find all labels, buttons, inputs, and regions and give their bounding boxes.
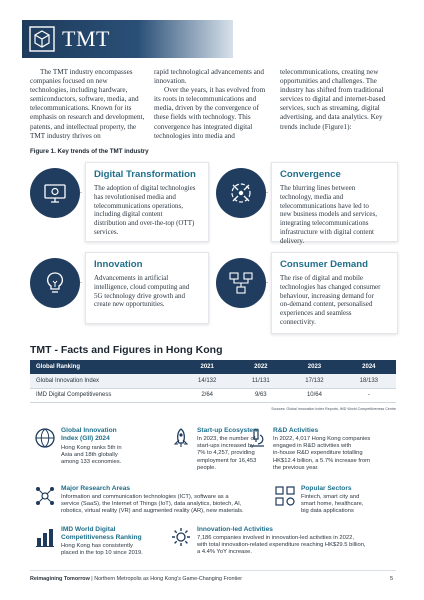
column-header: 2023 <box>287 360 341 374</box>
intro-paragraph: rapid technological advancements and innovation. <box>154 68 264 86</box>
fact-title <box>197 526 273 534</box>
table-cell: 14/132 <box>180 374 234 388</box>
trend-title: Digital Transformation <box>94 169 196 180</box>
fact-body-line: among 133 economies. <box>61 459 122 466</box>
table-cell: 10/64 <box>287 388 341 402</box>
consumer-network-icon <box>216 258 266 308</box>
table-cell: - <box>342 388 396 402</box>
trend-card-convergence <box>271 162 398 245</box>
fact-title <box>61 427 117 443</box>
innovation-gear-icon <box>170 526 192 548</box>
table-row <box>30 374 396 388</box>
table-row <box>30 388 396 402</box>
fact-title-line: Global Innovation <box>61 427 117 434</box>
fact-popular-sectors <box>274 485 396 519</box>
table-cell: 18/133 <box>342 374 396 388</box>
fact-body <box>273 436 370 472</box>
trend-text: The adoption of digital technologies has revolutionised media and telecommunications operations, including digital content distribution and over-the-top (OTT) services. <box>94 184 196 236</box>
table-header-row <box>30 360 396 374</box>
fact-body <box>61 494 244 516</box>
intro-paragraph: The TMT industry encompasses companies focused on new technologies, including hardware, semiconductors, software, media, and telecommunications. Known for its emphasis on research and development, patents, and intellectual property, the TMT industry thrives on <box>30 68 145 140</box>
fact-title <box>61 526 142 542</box>
intro-paragraph: Over the years, it has evolved from its roots in telecommunications and media, driven by the convergence of these fields with technology. This convergence has integrated digital technologies into media and <box>154 86 266 140</box>
page-number: 5 <box>390 576 394 582</box>
fact-body-line: Hong Kong has consistently <box>61 543 133 549</box>
fact-body-line: In 2023, the number of <box>197 436 256 442</box>
table-cell: 9/63 <box>234 388 287 402</box>
fact-body-line: start-ups increased by <box>197 443 255 450</box>
column-header: 2021 <box>180 360 234 374</box>
intro-text <box>30 68 400 144</box>
fact-body-line: big data applications <box>301 508 354 515</box>
fact-title-line: Index (GII) 2024 <box>61 435 110 442</box>
fact-body-line: smart home, healthcare, <box>301 501 364 508</box>
trend-text: Advancements in artificial intelligence, cloud computing and 5G technology drive growth and create new opportunities. <box>94 274 190 309</box>
fact-title-line: Start-up Ecosystem <box>197 427 259 434</box>
trend-card-digital-transformation <box>85 162 209 242</box>
fact-body-line: employment for 16,453 <box>197 457 257 464</box>
fact-body-line: placed in the top 10 since 2019. <box>61 550 143 557</box>
trend-title: Innovation <box>94 259 143 270</box>
table-cell: 11/131 <box>234 374 287 388</box>
fact-body-line: the previous year. <box>273 464 319 471</box>
fact-body-line: 7,186 companies involved in innovation-led activities in 2022, <box>197 535 354 541</box>
fact-body-line: robotics, virtual reality (VR) and augmented reality (AR), new materials. <box>61 508 244 515</box>
fact-body-line: Asia and 18th globally <box>61 452 118 459</box>
fact-body-line: 7% to 4,257, providing <box>197 450 255 457</box>
fact-body-line: people. <box>197 464 217 471</box>
sectors-icon <box>274 485 296 507</box>
footer <box>30 576 242 582</box>
fact-title-line: IMD World Digital <box>61 526 116 533</box>
fact-title <box>301 485 352 493</box>
key-trends-figure <box>30 158 398 338</box>
fact-body-line: a 4.4% YoY increase. <box>197 549 253 556</box>
microscope-icon <box>246 427 268 449</box>
footer-divider <box>30 570 396 571</box>
trend-text: The blurring lines between technology, media and telecommunications have led to new business models and services, integrating telecommunications infrastructure with digital content delivery. <box>280 184 378 245</box>
ranking-chart-icon <box>34 526 56 548</box>
fact-title-line: Innovation-led Activities <box>197 526 273 533</box>
fact-body-line: engaged in R&D activities with <box>273 443 352 450</box>
fact-body <box>61 543 143 557</box>
intro-column-3 <box>280 68 396 132</box>
footer-subtitle: | Northern Metropolis as Hong Kong's Game-Changing Frontier <box>89 576 243 582</box>
research-network-icon <box>34 485 56 507</box>
convergence-icon <box>216 168 266 218</box>
column-header: Global Ranking <box>30 360 180 374</box>
fact-title <box>273 427 318 435</box>
fact-title-line: Major Research Areas <box>61 485 131 492</box>
trend-title: Consumer Demand <box>280 259 368 270</box>
fact-body <box>197 535 366 557</box>
fact-title-line: R&D Activities <box>273 427 319 434</box>
fact-body-line: service (SaaS), the Internet of Things (IoT), data analytics, biotech, AI, <box>61 501 242 508</box>
trend-card-innovation <box>85 252 209 324</box>
intro-paragraph: telecommunications, creating new opportunities and challenges. The industry has shifted from traditional services to digital and internet-based services, such as streaming, digital advertising, and data analytics. Key trends include (Figure1): <box>280 68 386 131</box>
intro-column-1 <box>30 68 146 141</box>
facts-section-title: TMT - Facts and Figures in Hong Kong <box>30 344 223 356</box>
trend-text: The rise of digital and mobile technologies has changed consumer behaviour, increasing demand for on-demand content, personalised experiences and seamless connectivity. <box>280 274 381 326</box>
table-cell: 17/132 <box>287 374 341 388</box>
fact-imd-ranking <box>34 526 164 562</box>
fact-body-line: Fintech, smart city and <box>301 494 360 500</box>
page-title: TMT <box>62 26 110 51</box>
table-cell: Global Innovation Index <box>30 374 180 388</box>
footer-report-title: Reimagining Tomorrow <box>30 576 90 582</box>
fact-rnd-activities <box>246 427 396 477</box>
fact-body <box>61 445 122 467</box>
figure-caption: Figure 1. Key trends of the TMT industry <box>30 148 149 155</box>
innovation-bulb-icon <box>30 258 80 308</box>
table-sources-note: Sources: Global Innovation Index Reports, IMD World Competitiveness Centre <box>271 407 396 411</box>
fact-body-line: Hong Kong ranks 5th in <box>61 445 122 451</box>
fact-global-innovation-index <box>34 427 139 471</box>
digital-transformation-icon <box>30 168 80 218</box>
globe-bulb-icon <box>34 427 56 449</box>
header-banner <box>22 20 233 58</box>
global-ranking-table <box>30 360 396 403</box>
fact-title-line: Competitiveness Ranking <box>61 534 142 541</box>
fact-body-line: Information and communication technologies (ICT), software as a <box>61 494 229 500</box>
trend-card-consumer-demand <box>271 252 398 334</box>
fact-body-line: HK$12.4 billion, a 5.7% increase from <box>273 457 370 464</box>
table-cell: 2/64 <box>180 388 234 402</box>
fact-body-line: In 2022, 4,017 Hong Kong companies <box>273 436 371 442</box>
fact-major-research-areas <box>34 485 254 519</box>
fact-title-line: Popular Sectors <box>301 485 352 492</box>
tmt-cube-icon <box>29 26 55 52</box>
column-header: 2024 <box>342 360 396 374</box>
intro-column-2 <box>154 68 270 141</box>
fact-body-line: with total innovation-related expenditure reaching HK$29.5 billion, <box>197 542 366 549</box>
column-header: 2022 <box>234 360 287 374</box>
fact-body <box>301 494 364 516</box>
fact-body-line: in-house R&D expenditure totalling <box>273 450 363 457</box>
fact-title <box>61 485 130 493</box>
trend-title: Convergence <box>280 169 341 180</box>
rocket-icon <box>170 427 192 449</box>
table-cell: IMD Digital Competitiveness <box>30 388 180 402</box>
fact-innovation-led-activities <box>170 526 396 562</box>
